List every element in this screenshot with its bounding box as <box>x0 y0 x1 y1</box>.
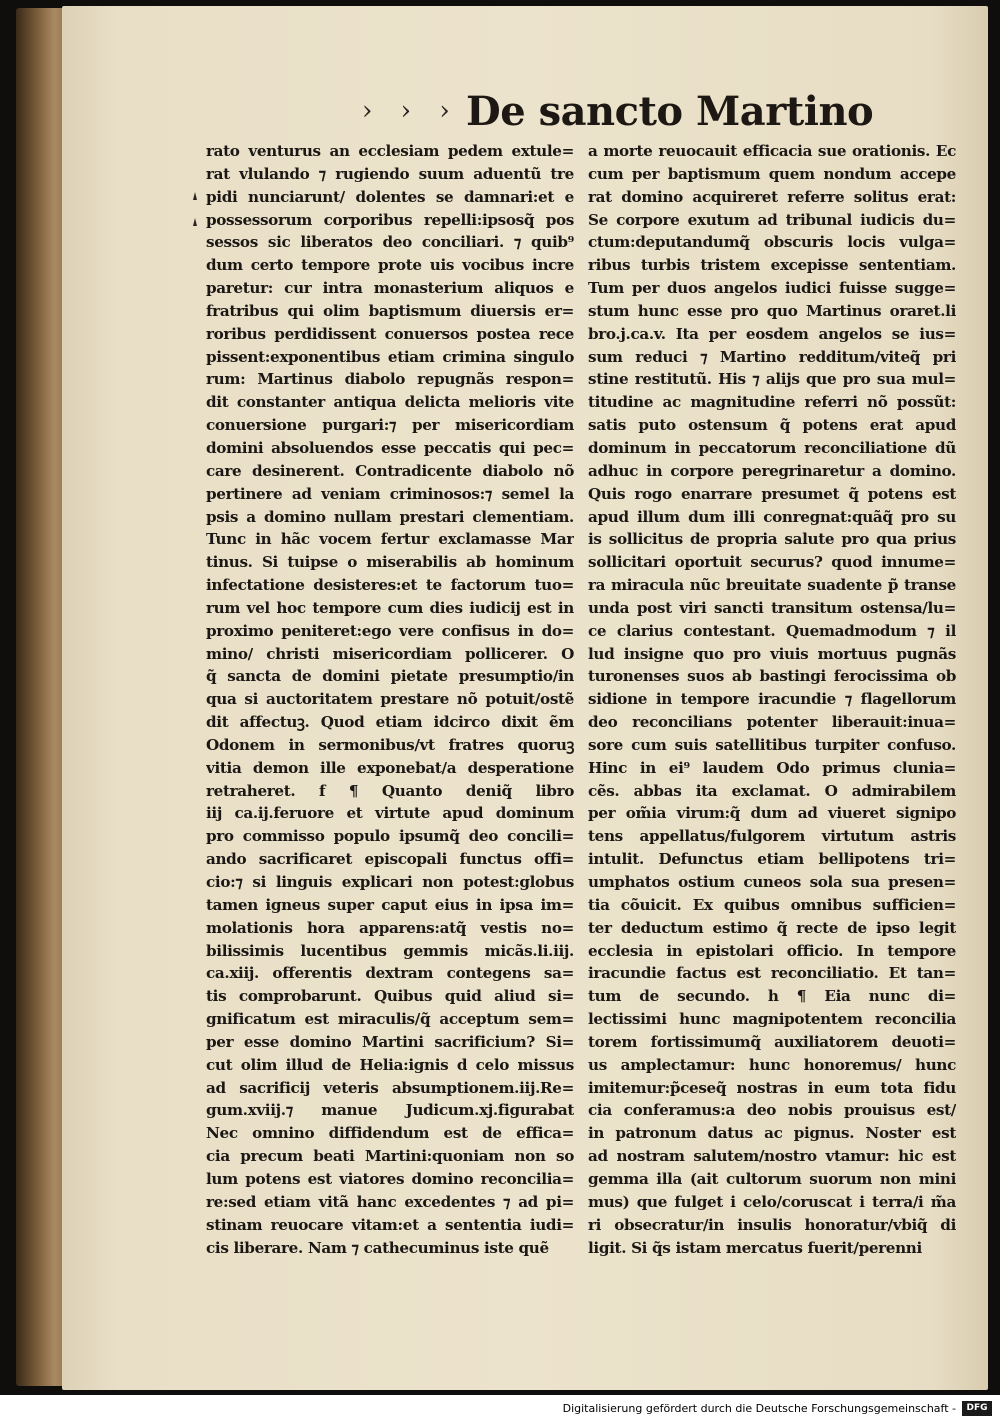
text-line: in patronum datus ac pignus. Noster est <box>588 1124 956 1143</box>
text-line: cia precum beati Martini:quoniam non so <box>206 1147 574 1166</box>
text-line: q̃ sancta de domini pietate presumptio/in <box>206 667 574 686</box>
text-column-left <box>206 140 574 1259</box>
text-line: iij ca.ij.feruore et virtute apud dominum <box>206 804 574 823</box>
text-line: proximo peniteret:ego vere confisus in do= <box>206 621 574 640</box>
text-line: Se corpore exutum ad tribunal iudicis du= <box>588 210 956 229</box>
text-line: rat domino acquireret referre solitus erat: <box>588 187 956 206</box>
text-line: vitia demon ille exponebat/a desperatione <box>206 758 574 777</box>
text-line: gum.xviij.⁊ manue Judicum.xj.figurabat <box>206 1101 574 1120</box>
text-line: ribus turbis tristem excepisse sententiam. <box>588 256 956 275</box>
text-line: infectatione desisteres:et te factorum tuo= <box>206 576 574 595</box>
text-line: sum reduci ⁊ Martino redditum/viteq̃ pri <box>588 347 956 366</box>
text-line: conuersione purgari:⁊ per misericordiam <box>206 416 574 435</box>
text-line: imitemur:p̃ceseq̃ nostras in eum tota fidu <box>588 1078 956 1097</box>
text-line: dit affectuꝫ. Quod etiam idcirco dixit ẽm <box>206 713 574 732</box>
text-line: ra miracula nũc breuitate suadente p̃ transe <box>588 576 956 595</box>
text-line: ca.xiij. offerentis dextram contegens sa= <box>206 964 574 983</box>
text-line: Nec omnino diffidendum est de effica= <box>206 1124 574 1143</box>
text-line: re:sed etiam vitã hanc excedentes ⁊ ad pi= <box>206 1192 574 1211</box>
text-line: lud insigne quo pro viuis mortuus pugnãs <box>588 644 956 663</box>
text-line: ecclesia in epistolari officio. In tempore <box>588 941 956 960</box>
text-line: cia conferamus:a deo nobis prouisus est/ <box>588 1101 956 1120</box>
text-line: gemma illa (ait cultorum suorum non mini <box>588 1169 956 1188</box>
text-line: rat vlulando ⁊ rugiendo suum aduentũ tre <box>206 164 574 183</box>
text-line: cut olim illud de Helia:ignis d celo missus <box>206 1055 574 1074</box>
text-line: tis comprobarunt. Quibus quid aliud si= <box>206 987 574 1006</box>
running-title: De sancto Martino <box>466 88 874 135</box>
text-line: pro commisso populo ipsumq̃ deo concili= <box>206 827 574 846</box>
text-line: Odonem in sermonibus/vt fratres quoruꝫ <box>206 735 574 754</box>
text-line: tum de secundo. h ¶ Eia nunc di= <box>588 987 956 1006</box>
text-line: Hinc in ei⁹ laudem Odo primus clunia= <box>588 758 956 777</box>
text-line: stinam reuocare vitam:et a sententia iudi= <box>206 1215 574 1234</box>
text-line: sidione in tempore iracundie ⁊ flagellorum <box>588 690 956 709</box>
text-line: rum: Martinus diabolo repugnãs respon= <box>206 370 574 389</box>
text-line: turonenses suos ab bastingi ferocissima ob <box>588 667 956 686</box>
footer-credit-text: Digitalisierung gefördert durch die Deutsche Forschungsgemeinschaft - <box>562 1402 956 1415</box>
text-line: cum per baptismum quem nondum accepe <box>588 164 956 183</box>
text-line: ad sacrificij veteris absumptionem.iij.Re= <box>206 1078 574 1097</box>
text-line: lectissimi hunc magnipotentem reconcilia <box>588 1010 956 1029</box>
text-line: ad nostram salutem/nostro vtamur: hic est <box>588 1147 956 1166</box>
text-line: ter deductum estimo q̃ recte de ipso legit <box>588 918 956 937</box>
text-line: stum hunc esse pro quo Martinus oraret.li <box>588 301 956 320</box>
dfg-logo-icon: DFG <box>962 1401 992 1416</box>
text-line: domini absoluendos esse peccatis qui pec= <box>206 438 574 457</box>
text-column-right <box>588 140 956 1259</box>
text-line: Tum per duos angelos iudici fuisse sugge= <box>588 279 956 298</box>
text-line: per om̃ia virum:q̃ dum ad viueret signipo <box>588 804 956 823</box>
text-line: unda post viri sancti transitum ostensa/lu= <box>588 598 956 617</box>
text-line: tinus. Si tuipse o miserabilis ab hominum <box>206 553 574 572</box>
text-line: intulit. Defunctus etiam bellipotens tri= <box>588 850 956 869</box>
text-line: lum potens est viatores domino reconcilia= <box>206 1169 574 1188</box>
text-line: pidi nunciarunt/ dolentes se damnari:et e <box>206 187 574 206</box>
text-line: tamen igneus super caput eius in ipsa im= <box>206 895 574 914</box>
text-line: paretur: cur intra monasterium aliquos e <box>206 279 574 298</box>
text-line: molationis hora apparens:atq̃ vestis no= <box>206 918 574 937</box>
text-line: tia cõuicit. Ex quibus omnibus sufficien= <box>588 895 956 914</box>
text-line: mino/ christi misericordiam pollicerer. O <box>206 644 574 663</box>
text-line: ctum:deputandumq̃ obscuris locis vulga= <box>588 233 956 252</box>
text-line: rum vel hoc tempore cum dies iudicij est in <box>206 598 574 617</box>
text-line: rato venturus an ecclesiam pedem extule= <box>206 142 574 160</box>
text-line: cẽs. abbas ita exclamat. O admirabilem <box>588 781 956 800</box>
text-line: ando sacrificaret episcopali functus offi= <box>206 850 574 869</box>
text-line: sore cum suis satellitibus turpiter confuso. <box>588 735 956 754</box>
text-line: iracundie factus est reconciliatio. Et tan= <box>588 964 956 983</box>
text-line: care desinerent. Contradicente diabolo nõ <box>206 461 574 480</box>
text-line: a morte reuocauit efficacia sue orationis. Ec <box>588 142 956 160</box>
text-line: Quis rogo enarrare presumet q̃ potens est <box>588 484 956 503</box>
text-line: sollicitari oportuit securus? quod innume= <box>588 553 956 572</box>
text-line: titudine ac magnitudine referri nõ possũt: <box>588 393 956 412</box>
text-line: pissent:exponentibus etiam crimina singulo <box>206 347 574 366</box>
text-line: apud illum dum illi conregnat:quãq̃ pro su <box>588 507 956 526</box>
text-line: qua si auctoritatem prestare nõ potuit/ostẽ <box>206 690 574 709</box>
header-ornament: › › › <box>362 96 460 126</box>
text-line: gnificatum est miraculis/q̃ acceptum sem= <box>206 1010 574 1029</box>
text-line: us amplectamur: hunc honoremus/ hunc <box>588 1055 956 1074</box>
text-line: tens appellatus/fulgorem virtutum astris <box>588 827 956 846</box>
page-header <box>362 88 874 140</box>
text-line: ligit. Si q̃s istam mercatus fuerit/perenni <box>588 1238 922 1257</box>
margin-marks <box>186 190 204 270</box>
text-line: pertinere ad veniam criminosos:⁊ semel la <box>206 484 574 503</box>
text-line: per esse domino Martini sacrificium? Si= <box>206 1032 574 1051</box>
text-line: adhuc in corpore peregrinaretur a domino. <box>588 461 956 480</box>
text-line: roribus perdidissent conuersos postea rece <box>206 324 574 343</box>
text-line: bilissimis lucentibus gemmis micãs.li.iij. <box>206 941 574 960</box>
text-line: psis a domino nullam prestari clementiam. <box>206 507 574 526</box>
text-line: stine restitutũ. His ⁊ alijs que pro sua mul= <box>588 370 956 389</box>
text-line: umphatos ostium cuneos sola sua presen= <box>588 873 956 891</box>
text-line: satis puto ostensum q̃ potens erat apud <box>588 416 956 435</box>
text-line: fratribus qui olim baptismum diuersis er= <box>206 301 574 320</box>
text-line: possessorum corporibus repelli:ipsosq̃ pos <box>206 210 574 229</box>
text-line: mus) que fulget i celo/coruscat i terra/i m̃a <box>588 1192 956 1211</box>
text-line: sessos sic liberatos deo conciliari. ⁊ quib⁹ <box>206 233 574 252</box>
text-line: deo reconcilians potenter liberauit:inua= <box>588 713 956 732</box>
text-line: ri obsecratur/in insulis honoratur/vbiq̃ di <box>588 1215 956 1234</box>
text-line: Tunc in hãc vocem fertur exclamasse Mar <box>206 530 574 549</box>
text-line: dominum in peccatorum reconciliatione dũ <box>588 438 956 457</box>
text-line: retraheret. f ¶ Quanto deniq̃ libro <box>206 781 574 800</box>
text-line: bro.j.ca.v. Ita per eosdem angelos se ius= <box>588 324 956 343</box>
text-line: torem fortissimumq̃ auxiliatorem deuoti= <box>588 1032 956 1051</box>
text-line: cio:⁊ si linguis explicari non potest:globus <box>206 873 574 891</box>
text-line: dum certo tempore prote uis vocibus incre <box>206 256 574 275</box>
text-line: dit constanter antiqua delicta melioris vite <box>206 393 574 412</box>
text-line: is sollicitus de propria salute pro qua prius <box>588 530 956 549</box>
text-line: cis liberare. Nam ⁊ cathecuminus iste quẽ <box>206 1238 549 1257</box>
text-line: ce clarius contestant. Quemadmodum ⁊ il <box>588 621 956 640</box>
digitization-footer <box>0 1395 1000 1423</box>
